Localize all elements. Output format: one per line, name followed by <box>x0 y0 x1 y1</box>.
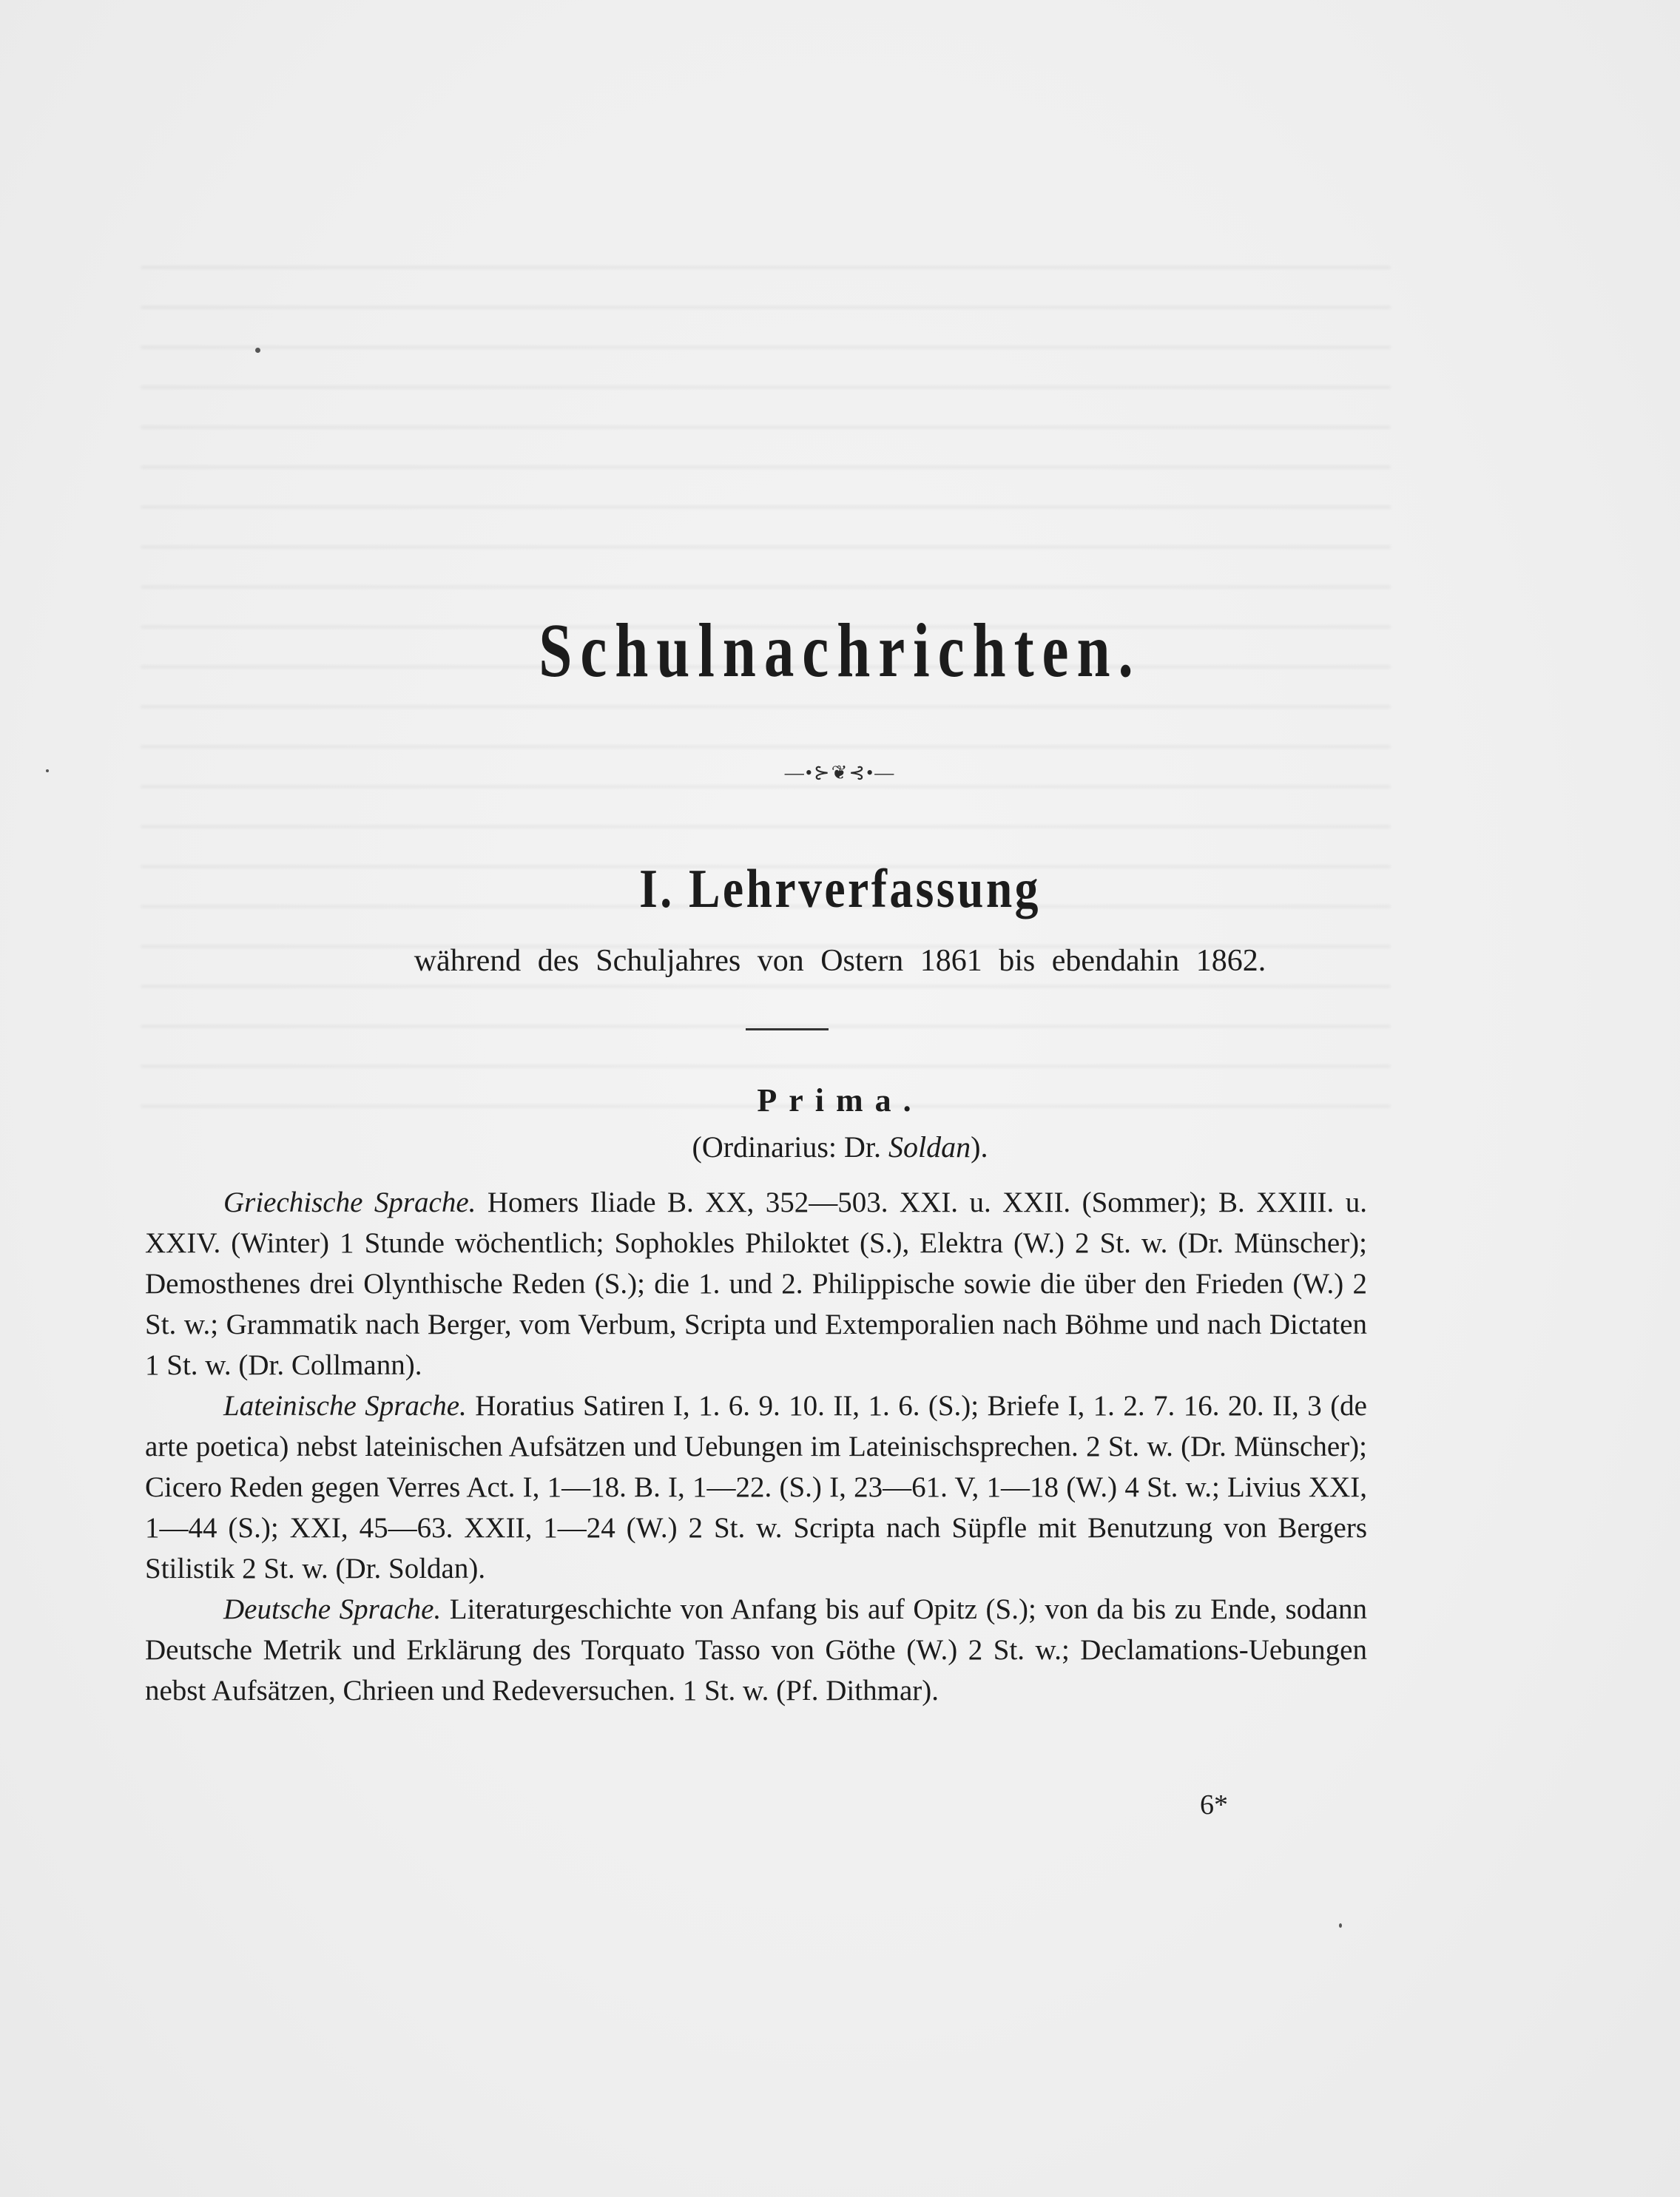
page-title: Schulnachrichten. <box>539 608 1141 693</box>
section-heading: I. Lehrverfassung <box>639 859 1041 919</box>
subject-label: Deutsche Sprache. <box>223 1593 442 1625</box>
bleed-through-texture <box>141 266 1391 1139</box>
ornament-divider: —•⊱❦⊰•— <box>784 762 896 783</box>
ordinarius-line <box>0 1130 1680 1164</box>
subject-label: Lateinische Sprache. <box>223 1390 467 1422</box>
paragraph-text: Homers Iliade B. XX, 352—503. XXI. u. XXII. (Sommer); B. XXIII. u. XXIV. (Winter) 1 Stunde wöchentlich; Sophokles Philoktet (S.), Elektra (W.) 2 St. w. (Dr. Münscher); Demosthenes drei Olynthische Reden (S.); die 1. und 2. Philippische sowie die über den Frieden (W.) 2 St. w.; Grammatik nach Berger, vom Verbum, Scripta und Extemporalien nach Böhme und nach Dictaten 1 St. w. (Dr. Collmann). <box>145 1187 1367 1381</box>
ordinarius-prefix: (Ordinarius: Dr. <box>692 1130 889 1164</box>
paragraph-greek <box>145 1182 1367 1386</box>
paragraph-german <box>145 1589 1367 1711</box>
ordinarius-suffix: ). <box>971 1130 988 1164</box>
paragraph-text: Literaturgeschichte von Anfang bis auf Opitz (S.); von da bis zu Ende, sodann Deutsche Metrik und Erklärung des Torquato Tasso von Göthe (W.) 2 St. w.; Declamations-Uebungen nebst Aufsätzen, Chrieen und Redeversuchen. 1 St. w. (Pf. Dithmar). <box>145 1593 1368 1707</box>
ordinarius-name: Soldan <box>888 1130 971 1164</box>
short-rule <box>746 1028 829 1030</box>
paragraph-latin <box>145 1386 1367 1589</box>
paragraph-text: Horatius Satiren I, 1. 6. 9. 10. II, 1. 6. (S.); Briefe I, 1. 2. 7. 16. 20. II, 3 (de arte poetica) nebst lateinischen Aufsätzen und Uebungen im Lateinischsprechen. 2 St. w. (Dr. Münscher); Cicero Reden gegen Verres Act. I, 1—18. B. I, 1—22. (S.) I, 23—61. V, 1—18 (W.) 4 St. w.; Livius XXI, 1—44 (S.); XXI, 45—63. XXII, 1—24 (W.) 2 St. w. Scripta nach Süpfle mit Benutzung von Bergers Stilistik 2 St. w. (Dr. Soldan). <box>145 1390 1367 1585</box>
page-folio: 6* <box>1200 1789 1228 1820</box>
subject-label: Griechische Sprache. <box>223 1187 476 1218</box>
section-subheading: während des Schuljahres von Ostern 1861 bis ebendahin 1862. <box>414 944 1266 978</box>
body-text <box>145 1182 1367 1711</box>
paper-speck <box>255 348 260 353</box>
class-heading: Prima. <box>757 1082 923 1118</box>
paper-speck <box>1339 1923 1342 1928</box>
